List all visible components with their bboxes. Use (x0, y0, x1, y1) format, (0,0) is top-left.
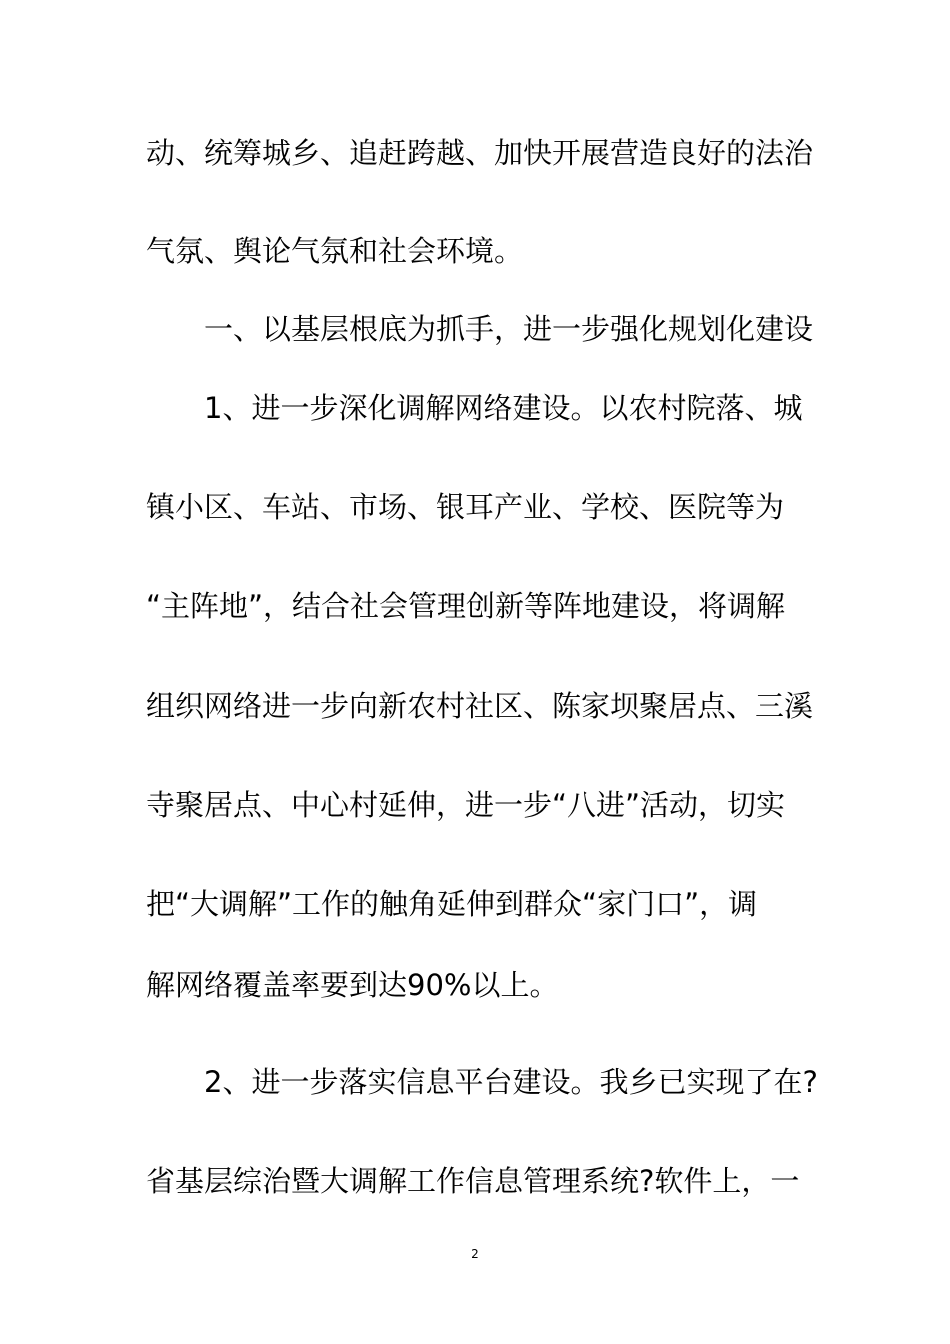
text-line-7: 组织网络进一步向新农村社区、陈家坝聚居点、三溪 (146, 689, 814, 723)
page-number: 2 (471, 1247, 479, 1261)
text-line-5: 镇小区、车站、市场、银耳产业、学校、医院等为 (146, 490, 785, 524)
text-line-1: 动、统筹城乡、追赶跨越、加快开展营造良好的法治 (146, 136, 814, 170)
text-line-12: 省基层综治暨大调解工作信息管理系统?软件上，一 (146, 1164, 800, 1198)
text-line-2: 气氛、舆论气氛和社会环境。 (146, 234, 524, 268)
section-heading-1: 一、以基层根底为抓手，进一步强化规划化建设 (204, 312, 814, 346)
text-line-10: 解网络覆盖率要到达90%以上。 (146, 968, 559, 1002)
text-line-11: 2、进一步落实信息平台建设。我乡已实现了在? (204, 1065, 818, 1099)
text-line-9: 把“大调解”工作的触角延伸到群众“家门口”，调 (146, 887, 758, 921)
text-line-4: 1、进一步深化调解网络建设。以农村院落、城 (204, 391, 803, 425)
text-line-8: 寺聚居点、中心村延伸，进一步“八进”活动，切实 (146, 788, 786, 822)
text-line-6: “主阵地”，结合社会管理创新等阵地建设，将调解 (146, 589, 786, 623)
